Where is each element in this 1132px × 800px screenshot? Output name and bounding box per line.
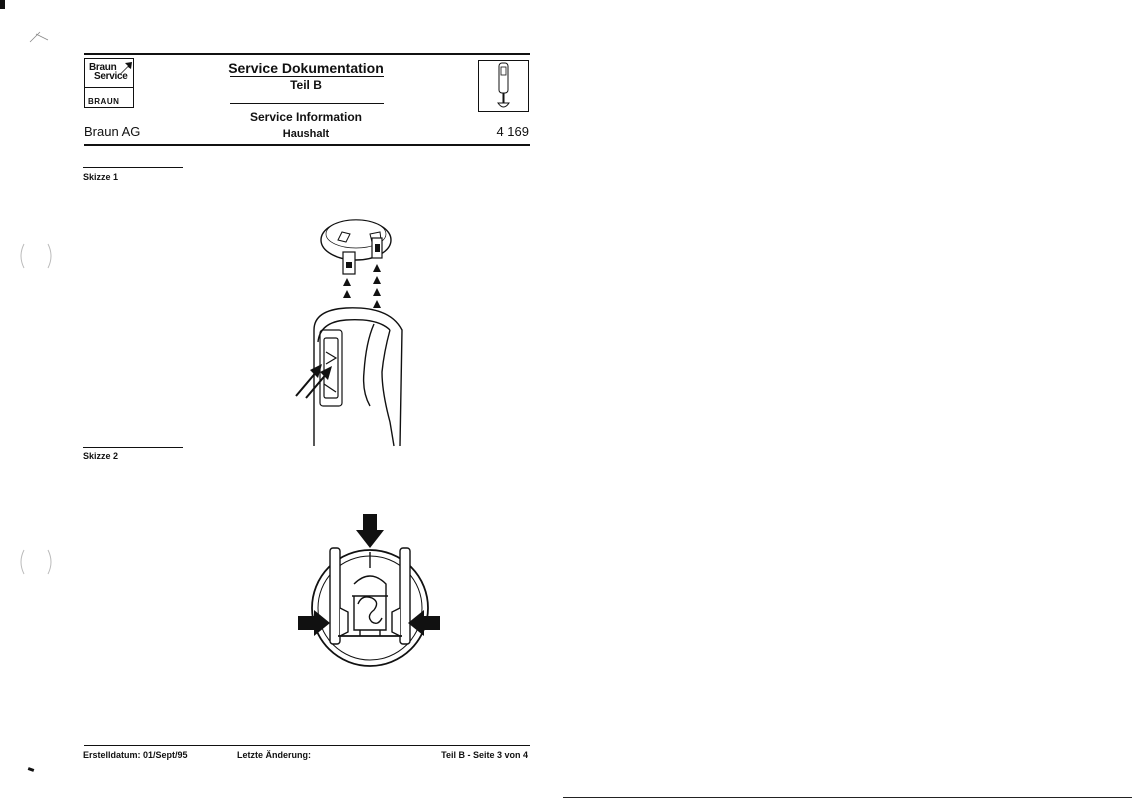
header-top-rule — [84, 53, 530, 55]
hand-blender-icon — [479, 61, 528, 111]
top-push-arrow — [356, 514, 384, 548]
arrow-icon — [119, 61, 133, 75]
category-label: Haushalt — [282, 128, 330, 140]
sketch-1-illustration — [290, 212, 410, 448]
pen-mark — [28, 28, 50, 46]
header-mid-rule — [230, 103, 384, 104]
logo-text-service: Service — [94, 71, 128, 82]
footer-rule — [84, 745, 530, 746]
company-name: Braun AG — [84, 124, 141, 139]
logo-text-brand: BRAUN — [88, 97, 120, 106]
sketch-2-illustration — [296, 512, 442, 672]
page-indicator: Teil B - Seite 3 von 4 — [441, 750, 528, 760]
title-underline — [230, 76, 384, 77]
punch-hole-mark — [16, 242, 56, 272]
page-edge-line — [563, 797, 1132, 798]
header-bottom-rule — [84, 144, 530, 146]
side-push-arrows — [298, 610, 440, 636]
sketch-1-rule — [83, 167, 183, 168]
sketch-2-label: Skizze 2 — [83, 451, 119, 461]
last-change-label: Letzte Änderung: — [237, 750, 311, 760]
scan-dot — [28, 767, 35, 772]
logo-divider — [85, 87, 133, 88]
service-information-title: Service Information — [249, 110, 363, 124]
sketch-2-rule — [83, 447, 183, 448]
logo-text-braun: Braun — [89, 62, 117, 73]
braun-service-logo — [84, 58, 134, 108]
document-part: Teil B — [290, 78, 322, 92]
document-number: 4 169 — [496, 124, 529, 139]
creation-date: Erstelldatum: 01/Sept/95 — [83, 750, 188, 760]
scan-corner-mark — [0, 0, 5, 9]
sketch-1-label: Skizze 1 — [83, 172, 119, 182]
product-thumbnail — [478, 60, 529, 112]
document-title: Service Dokumentation — [228, 60, 384, 76]
punch-hole-mark — [16, 548, 56, 578]
